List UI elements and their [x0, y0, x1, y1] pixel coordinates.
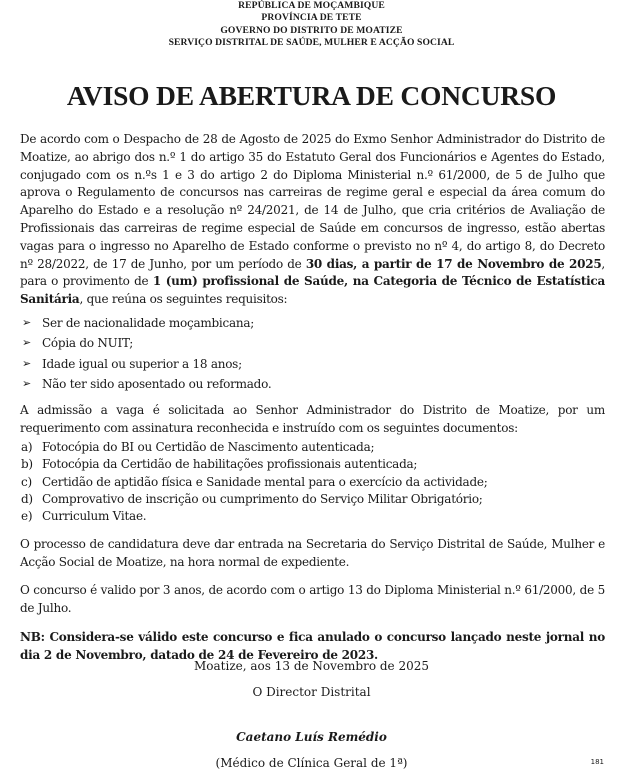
notice-body	[20, 131, 605, 665]
process-paragraph: O processo de candidatura deve dar entrada na Secretaria do Serviço Distrital de Saúde, Mulher e Acção Social de Moatize, na hora normal de expediente.	[20, 536, 605, 569]
admission-paragraph: A admissão a vaga é solicitada ao Senhor Administrador do Distrito de Moatize, por um requerimento com assinatura reconhecida e instruído com os seguintes documentos:	[20, 403, 605, 435]
intro-period: 30 dias, a partir de 17 de Novembro de 2025	[305, 256, 602, 271]
list-item: ➢ Ser de nacionalidade moçambicana;	[20, 313, 605, 333]
arrow-bullet-icon: ➢	[22, 336, 31, 350]
signatory-title: (Médico de Clínica Geral de 1ª)	[215, 756, 408, 770]
arrow-bullet-icon: ➢	[22, 315, 31, 329]
list-item: e) Curriculum Vitae.	[21, 509, 147, 524]
header-province: PROVÍNCIA DE TETE	[261, 12, 362, 24]
validity-paragraph: O concurso é valido por 3 anos, de acordo com o artigo 13 do Diploma Ministerial n.º 61/2000, de 5 de Julho.	[20, 583, 605, 616]
documents-list	[20, 439, 605, 526]
intro-text-2: , para o provimento de	[20, 256, 605, 289]
intro-paragraph	[20, 131, 605, 309]
intro-position: 1 (um) profissional de Saúde, na Categoria de Técnico de Estatística Sanitária	[20, 274, 605, 307]
director-role: O Director Distrital	[252, 685, 371, 699]
list-item: b) Fotocópia da Certidão de habilitações profissionais autenticada;	[21, 457, 418, 472]
list-item: ➢ Idade igual ou superior a 18 anos;	[20, 354, 605, 374]
intro-text-1: De acordo com o Despacho de 28 de Agosto de 2025 do Exmo Senhor Administrador do Distrito de Moatize, ao abrigo dos n.º 1 do artigo 35 do Estatuto Geral dos Funcionários e Agentes do Estado, conjugado com os n.ºs 1 e 3 do artigo 2 do Diploma Ministerial n.º 61/2000, de 5 de Julho que aprova o Regulamento de concursos nas carreiras de regime geral e especial da área comum do Aparelho do Estado e a resolução nº 24/2021, de 14 de Julho, que cria critérios de Avaliação de Profissionais das carreiras de regime especial de Saúde em concursos de ingresso, estão abertas vagas para o ingresso no Aparelho de Estado conforme o previsto no nº 4, do artigo 8, do Decreto nº 28/2022, de 17 de Junho, por um período de	[20, 132, 605, 271]
page-title: AVISO DE ABERTURA DE CONCURSO	[66, 80, 557, 111]
list-item: a) Fotocópia do BI ou Certidão de Nascimento autenticada;	[21, 439, 375, 454]
header-country: REPÚBLICA DE MOÇAMBIQUE	[238, 0, 385, 11]
header	[0, 0, 623, 49]
place-date: Moatize, aos 13 de Novembro de 2025	[194, 659, 429, 673]
arrow-bullet-icon: ➢	[22, 356, 31, 370]
list-item: c) Certidão de aptidão física e Sanidade mental para o exercício da actividade;	[21, 474, 488, 489]
nb-paragraph: NB: Considera-se válido este concurso e fica anulado o concurso lançado neste jornal no dia 2 de Novembro, datado de 24 de Fevereiro de 2023.	[20, 629, 605, 662]
arrow-bullet-icon: ➢	[22, 376, 31, 390]
page-number: 181	[590, 758, 604, 766]
list-item: d) Comprovativo de inscrição ou cumprimento do Serviço Militar Obrigatório;	[21, 491, 483, 506]
signatory-name: Caetano Luís Remédio	[236, 730, 387, 744]
requirements-list	[20, 313, 605, 394]
header-government: GOVERNO DO DISTRITO DE MOATIZE	[220, 24, 403, 36]
header-service: SERVIÇO DISTRITAL DE SAÚDE, MULHER E ACÇÃO SOCIAL	[168, 36, 455, 48]
intro-text-3: , que reúna os seguintes requisitos:	[79, 292, 288, 307]
list-item: ➢ Não ter sido aposentado ou reformado.	[20, 374, 605, 394]
list-item: ➢ Cópia do NUIT;	[20, 333, 605, 353]
